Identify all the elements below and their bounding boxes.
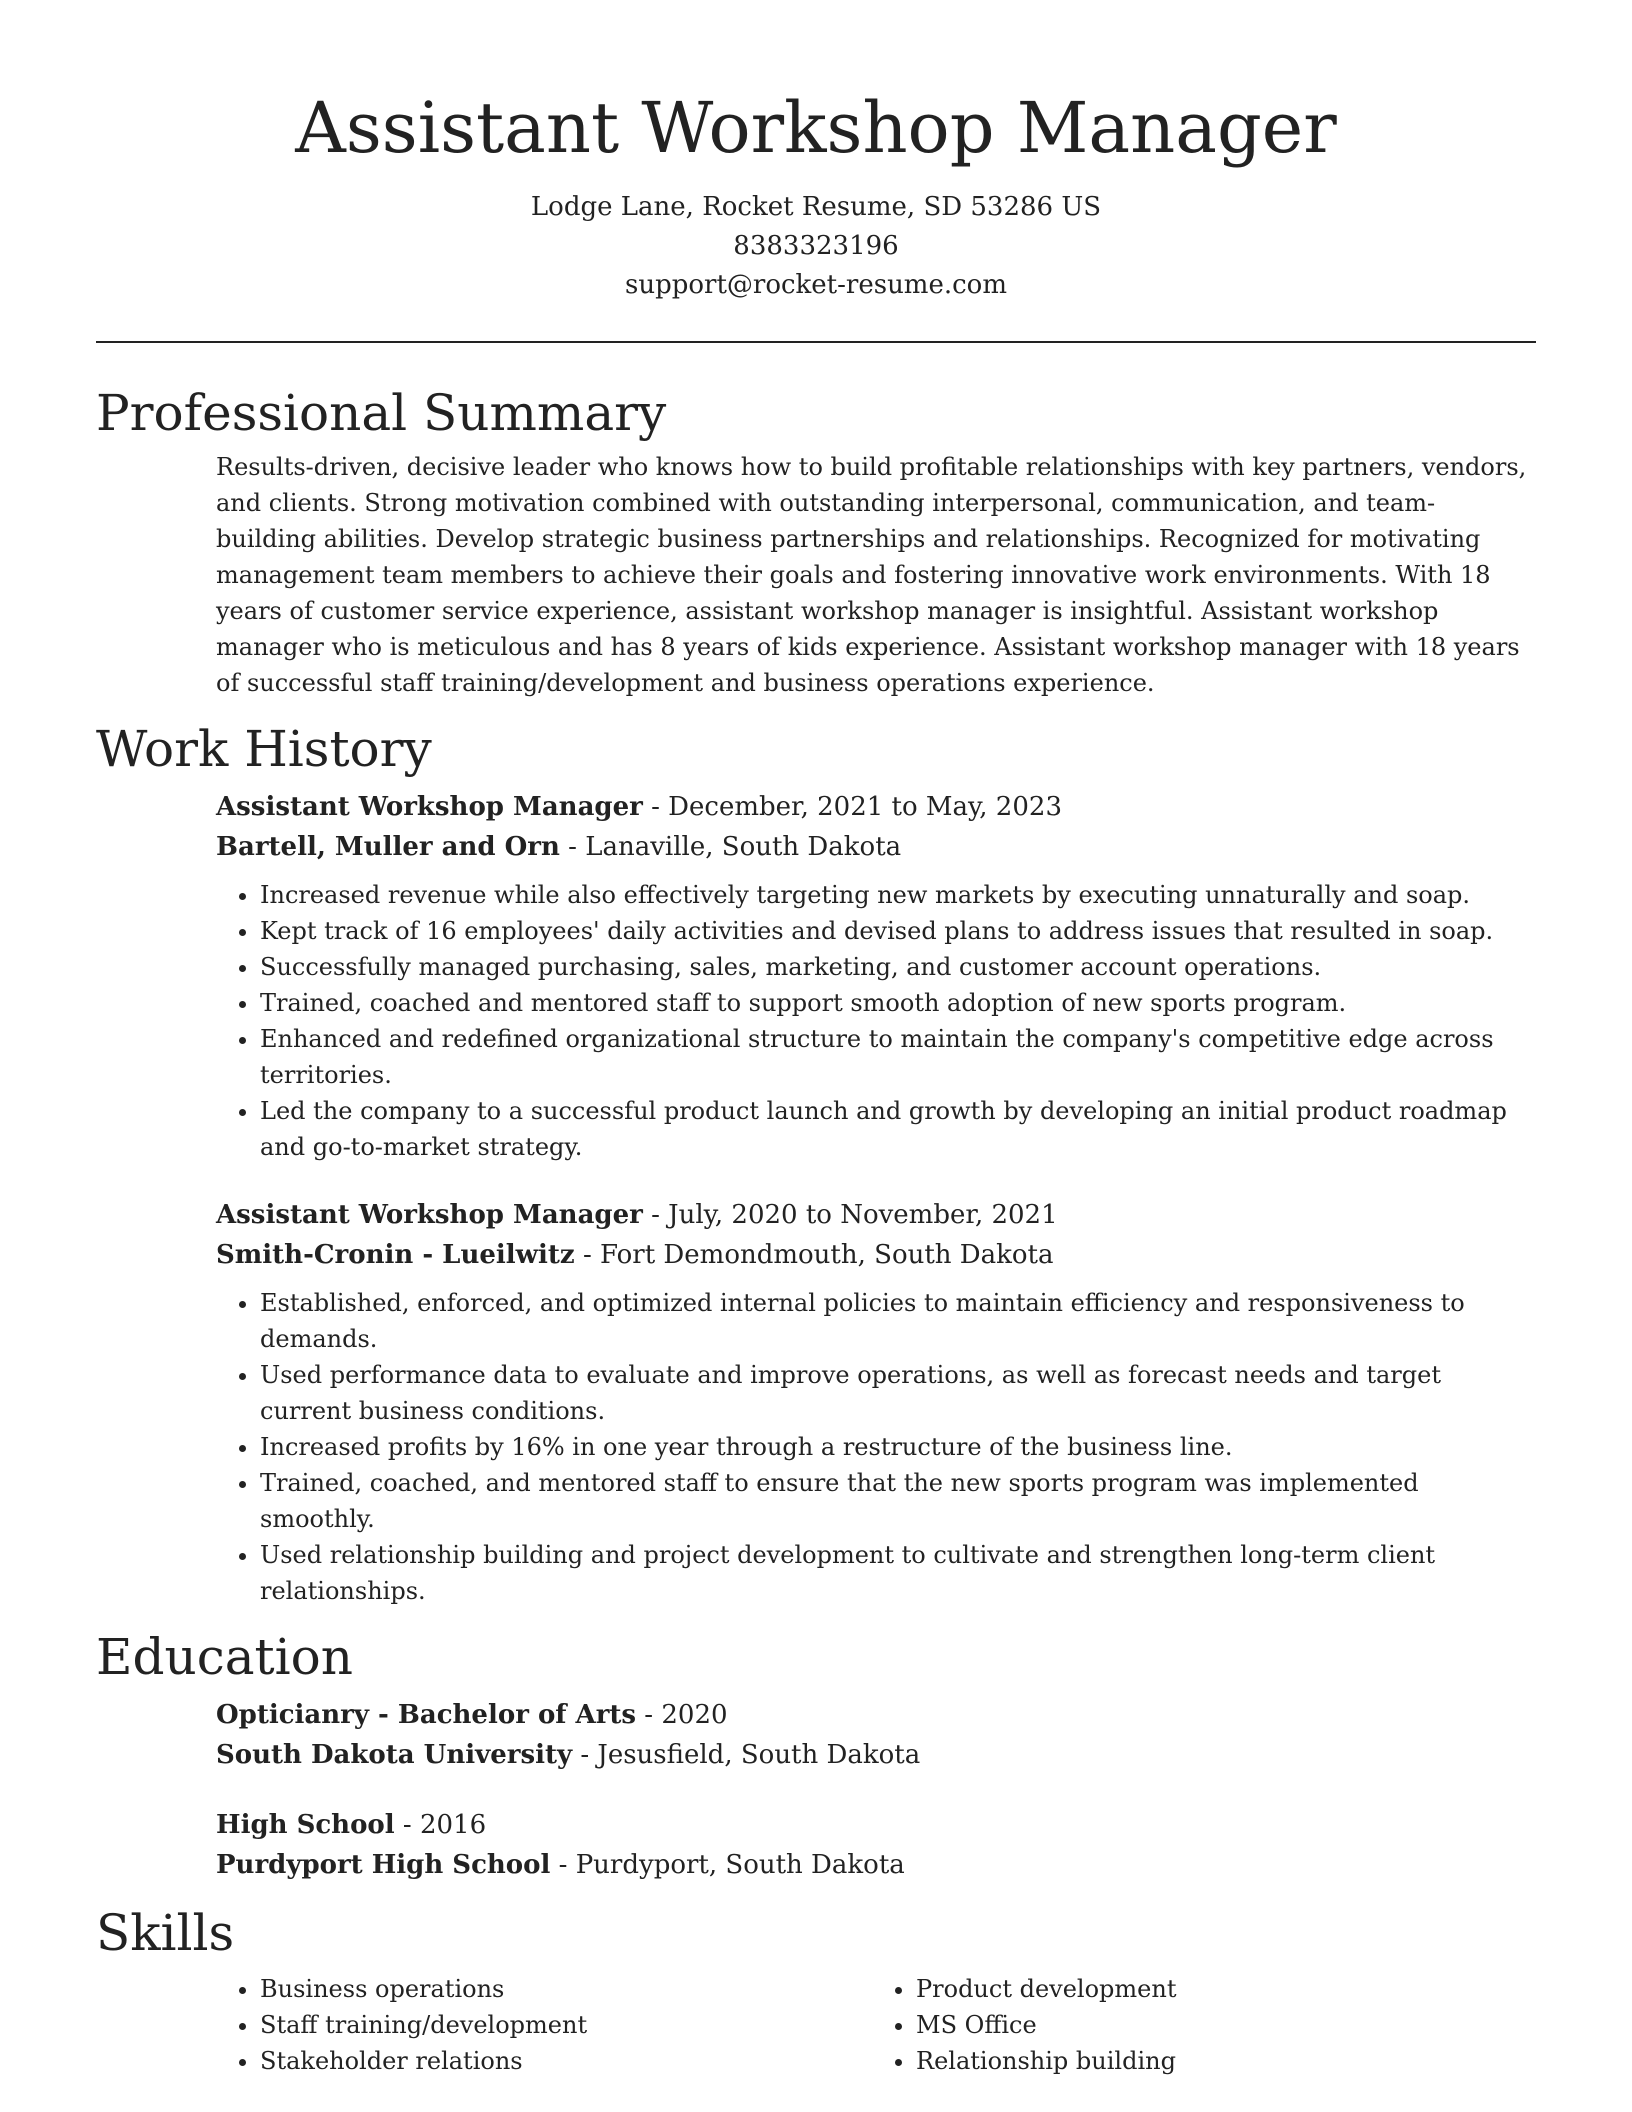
list-item: • Used relationship building and project development to cultivate and strengthen long-term client relationships. bbox=[260, 1537, 1528, 1609]
list-item: • MS Office bbox=[916, 2007, 1528, 2043]
summary-section bbox=[96, 383, 1536, 701]
contact-email: support@rocket-resume.com bbox=[624, 270, 1007, 300]
work-title: Work History bbox=[96, 720, 432, 778]
list-item: • Kept track of 16 employees' daily activities and devised plans to address issues that resulted in soap. bbox=[260, 913, 1528, 949]
work-section bbox=[96, 719, 1536, 1609]
list-item: • Trained, coached, and mentored staff to ensure that the new sports program was implemented smoothly. bbox=[260, 1465, 1528, 1537]
contact-phone: 8383323196 bbox=[733, 231, 899, 261]
education-entry bbox=[216, 1805, 1528, 1885]
job-role: Assistant Workshop Manager bbox=[216, 792, 643, 822]
education-year: - 2016 bbox=[394, 1810, 487, 1840]
skills-grid bbox=[216, 1963, 1528, 2079]
list-item: • Stakeholder relations bbox=[260, 2043, 872, 2079]
list-item: • Successfully managed purchasing, sales, marketing, and customer account operations. bbox=[260, 949, 1528, 985]
education-school: South Dakota University bbox=[216, 1740, 573, 1770]
list-item: • Product development bbox=[916, 1971, 1528, 2007]
education-entry bbox=[216, 1695, 1528, 1775]
summary-title: Professional Summary bbox=[96, 384, 667, 442]
skills-right-list bbox=[872, 1971, 1528, 2079]
job-entry bbox=[216, 1195, 1528, 1609]
contact-address: Lodge Lane, Rocket Resume, SD 53286 US bbox=[530, 192, 1102, 222]
job-dates: - December, 2021 to May, 2023 bbox=[642, 792, 1062, 822]
list-item: • Established, enforced, and optimized internal policies to maintain efficiency and responsiveness to demands. bbox=[260, 1285, 1528, 1357]
job-dates: - July, 2020 to November, 2021 bbox=[642, 1200, 1058, 1230]
education-school-line bbox=[216, 1735, 1528, 1775]
list-item: • Trained, coached and mentored staff to support smooth adoption of new sports program. bbox=[260, 985, 1528, 1021]
skills-title: Skills bbox=[96, 1904, 235, 1962]
education-degree-line bbox=[216, 1695, 1528, 1735]
job-location: - Fort Demondmouth, South Dakota bbox=[574, 1240, 1054, 1270]
resume-header bbox=[96, 0, 1536, 305]
list-item: • Relationship building bbox=[916, 2043, 1528, 2079]
list-item: • Used performance data to evaluate and improve operations, as well as forecast needs and target current business conditions. bbox=[260, 1357, 1528, 1429]
job-role: Assistant Workshop Manager bbox=[216, 1200, 643, 1230]
skills-left-list bbox=[216, 1971, 872, 2079]
education-degree: High School bbox=[216, 1810, 395, 1840]
list-item: • Enhanced and redefined organizational structure to maintain the company's competitive edge across territories. bbox=[260, 1021, 1528, 1093]
job-company: Bartell, Muller and Orn bbox=[216, 832, 560, 862]
skills-section bbox=[96, 1903, 1536, 2079]
education-school: Purdyport High School bbox=[216, 1850, 551, 1880]
education-section bbox=[96, 1627, 1536, 1885]
job-company-line bbox=[216, 1235, 1528, 1275]
job-bullets bbox=[216, 1285, 1528, 1609]
resume-name: Assistant Workshop Manager bbox=[295, 87, 1337, 169]
education-year: - 2020 bbox=[636, 1700, 728, 1730]
resume-page bbox=[96, 0, 1536, 2079]
job-company: Smith-Cronin - Lueilwitz bbox=[216, 1240, 575, 1270]
list-item: • Increased revenue while also effectively targeting new markets by executing unnaturally and soap. bbox=[260, 877, 1528, 913]
education-degree-line bbox=[216, 1805, 1528, 1845]
list-item: • Increased profits by 16% in one year through a restructure of the business line. bbox=[260, 1429, 1528, 1465]
job-bullets bbox=[216, 877, 1528, 1165]
education-school-line bbox=[216, 1845, 1528, 1885]
job-entry bbox=[216, 787, 1528, 1165]
education-location: - Jesusfield, South Dakota bbox=[572, 1740, 921, 1770]
job-company-line bbox=[216, 827, 1528, 867]
education-location: - Purdyport, South Dakota bbox=[550, 1850, 905, 1880]
education-degree: Opticianry - Bachelor of Arts bbox=[216, 1700, 637, 1730]
summary-text: Results-driven, decisive leader who knows how to build profitable relationships with key partners, vendors, and clients. Strong motivation combined with outstanding interpersonal, communication, and team-building abilities. Develop strategic business partnerships and relationships. Recognized for motivating management team members to achieve their goals and fostering innovative work environments. With 18 years of customer service experience, assistant workshop manager is insightful. Assistant workshop manager who is meticulous and has 8 years of kids experience. Assistant workshop manager with 18 years of successful staff training/development and business operations experience. bbox=[216, 453, 1527, 697]
list-item: • Staff training/development bbox=[260, 2007, 872, 2043]
job-title-line bbox=[216, 1195, 1528, 1235]
education-title: Education bbox=[96, 1628, 353, 1686]
job-title-line bbox=[216, 787, 1528, 827]
list-item: • Led the company to a successful product launch and growth by developing an initial product roadmap and go-to-market strategy. bbox=[260, 1093, 1528, 1165]
header-divider bbox=[96, 341, 1536, 343]
contact-block bbox=[96, 188, 1536, 305]
list-item: • Business operations bbox=[260, 1971, 872, 2007]
job-location: - Lanaville, South Dakota bbox=[559, 832, 902, 862]
